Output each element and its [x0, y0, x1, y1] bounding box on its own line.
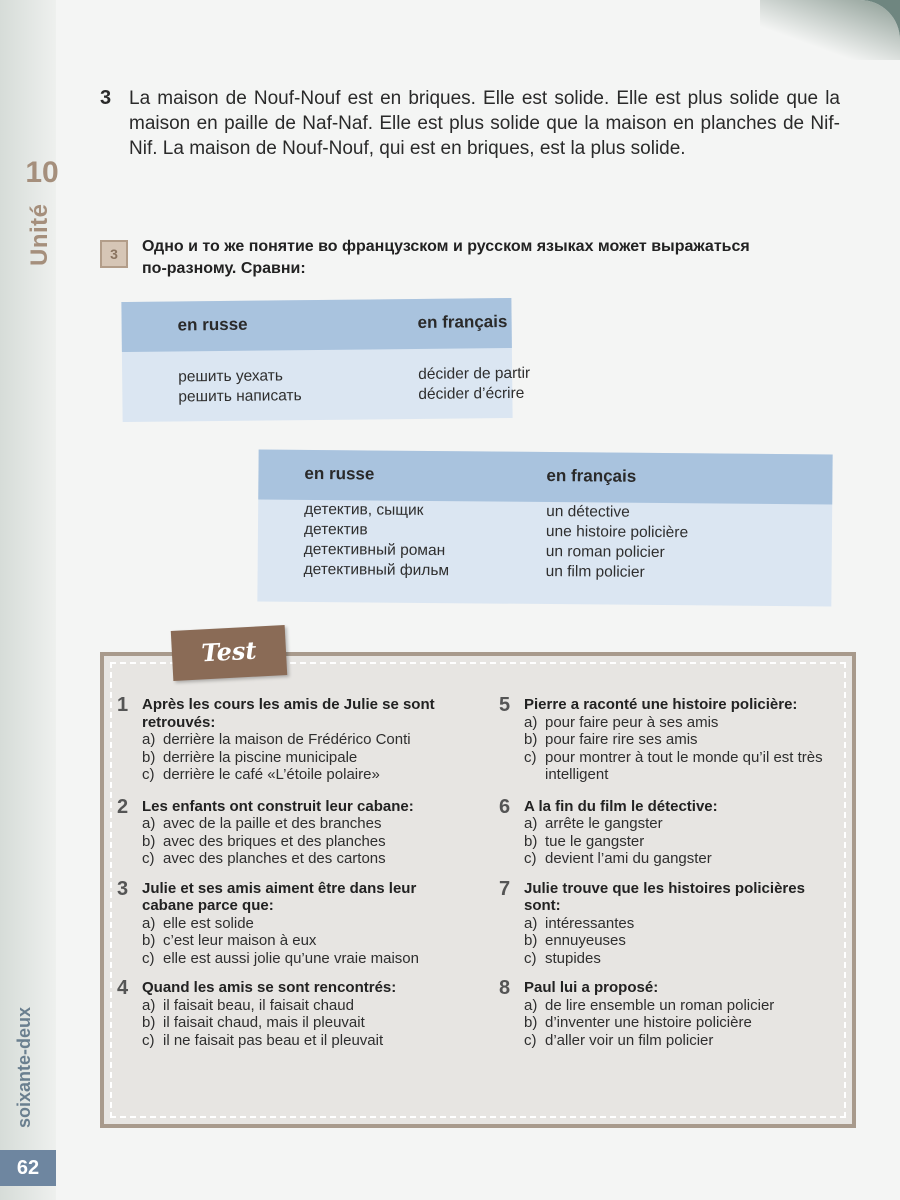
option-letter: b): [142, 1014, 156, 1031]
answer-option: [117, 1032, 457, 1050]
question-number: 6: [499, 795, 511, 818]
test-question: [117, 795, 457, 868]
table-cell-fr: un détective: [546, 503, 630, 521]
answer-option: [499, 932, 839, 950]
option-text: derrière le café «L’étoile polaire»: [163, 766, 380, 783]
question-text: Paul lui a proposé:: [524, 979, 659, 996]
answer-option: [499, 815, 839, 833]
option-text: stupides: [545, 949, 601, 967]
option-letter: a): [142, 815, 156, 832]
answer-option: [117, 950, 457, 968]
option-letter: c): [524, 850, 537, 867]
question-number: 5: [499, 694, 511, 716]
table-cell-ru: детективный фильм: [303, 560, 450, 580]
option-letter: c): [142, 1031, 155, 1049]
option-letter: a): [142, 914, 156, 932]
option-text: avec des briques et des planches: [163, 832, 386, 850]
header-russian: en russe: [177, 314, 248, 335]
option-text: derrière la maison de Frédérico Conti: [163, 731, 411, 748]
answer-option: [499, 731, 839, 749]
option-letter: c): [524, 1031, 537, 1049]
option-letter: b): [142, 832, 156, 850]
option-text: de lire ensemble un roman policier: [545, 996, 775, 1014]
table-cell-fr: décider de partir: [418, 364, 531, 383]
option-letter: a): [142, 731, 156, 748]
option-letter: c): [142, 850, 155, 867]
answer-option: [117, 833, 457, 851]
table-cell-fr: décider d’écrire: [418, 384, 525, 403]
page-number-word: soixante-deux: [14, 1006, 34, 1128]
option-letter: c): [524, 949, 537, 967]
option-text: ennuyeuses: [545, 932, 626, 949]
question-number: 1: [117, 694, 129, 716]
answer-option: [117, 815, 457, 833]
option-text: elle est aussi jolie qu’une vraie maison: [163, 949, 419, 967]
test-question: [117, 877, 457, 968]
exercise-number: 3: [110, 246, 118, 262]
option-letter: b): [142, 748, 156, 766]
test-question: [499, 979, 839, 1049]
vocab-table-1: [121, 298, 531, 422]
test-question: [499, 795, 839, 868]
table-cell-ru: решить уехать: [178, 367, 283, 386]
option-text: elle est solide: [163, 914, 254, 932]
option-text: derrière la piscine municipale: [163, 748, 358, 766]
option-text: c’est leur maison à eux: [163, 932, 317, 949]
answer-option: [499, 714, 839, 732]
answer-option: [499, 997, 839, 1015]
option-letter: b): [524, 1014, 538, 1031]
page-number: 62: [0, 1150, 56, 1186]
test-label: Test: [171, 625, 287, 681]
header-french: en français: [546, 466, 637, 486]
answer-option: [499, 850, 839, 868]
option-letter: c): [524, 748, 537, 766]
option-letter: a): [524, 996, 538, 1014]
answer-option: [117, 915, 457, 933]
test-column-left: [117, 696, 457, 1063]
option-text: d’aller voir un film policier: [545, 1031, 714, 1049]
unit-marker: [18, 150, 62, 270]
option-letter: b): [524, 832, 538, 850]
unit-word: Unité: [26, 203, 53, 266]
option-letter: b): [524, 932, 538, 949]
option-text: il faisait beau, il faisait chaud: [163, 996, 354, 1014]
option-text: avec des planches et des cartons: [163, 850, 386, 867]
unit-number: 10: [25, 156, 59, 189]
answer-option: [117, 997, 457, 1015]
question-text: Julie trouve que les histoires policières sont:: [524, 879, 805, 914]
table-cell-ru: детектив: [303, 520, 368, 539]
option-text: d’inventer une histoire policière: [545, 1014, 752, 1031]
vocab-table-2: [257, 449, 832, 606]
question-text: Quand les amis se sont rencontrés:: [142, 979, 397, 996]
question-number: 2: [117, 795, 129, 818]
answer-option: [499, 1032, 839, 1050]
option-letter: a): [142, 996, 156, 1014]
question-text: Julie et ses amis aiment être dans leur cabane parce que:: [142, 879, 417, 914]
table-cell-ru: детективный роман: [303, 540, 446, 560]
table-cell-fr: un film policier: [545, 563, 645, 581]
answer-option: [499, 1014, 839, 1032]
question-number: 7: [499, 877, 511, 900]
option-text: arrête le gangster: [545, 815, 663, 832]
test-question: [117, 979, 457, 1049]
answer-option: [117, 932, 457, 950]
test-question: [499, 877, 839, 968]
option-letter: b): [524, 731, 538, 748]
option-text: pour faire rire ses amis: [545, 731, 698, 748]
table-cell-ru: решить написать: [178, 387, 302, 406]
option-text: il faisait chaud, mais il pleuvait: [163, 1014, 365, 1031]
test-question: [499, 696, 839, 784]
table-cell-fr: un roman policier: [545, 543, 665, 562]
paragraph-text: La maison de Nouf-Nouf est en briques. Elle est solide. Elle est plus solide que la maison en paille de Naf-Naf. Elle est plus solide que la maison en planches de Nif-Nif. La maison de Nouf-Nouf, qui est en briques, est la plus solide.: [129, 88, 840, 159]
table-cell-ru: детектив, сыщик: [304, 500, 424, 519]
answer-option: [117, 850, 457, 868]
header-russian: en russe: [304, 463, 375, 484]
option-letter: a): [524, 914, 538, 932]
page-corner-shadow: [760, 0, 900, 60]
answer-option: [117, 749, 457, 767]
exercise-instruction: Одно и то же понятие во французском и русском языках может выражаться по-разному. Сравни:: [142, 238, 750, 277]
option-text: devient l’ami du gangster: [545, 850, 712, 867]
option-letter: a): [524, 713, 538, 731]
question-text: Après les cours les amis de Julie se sont retrouvés:: [142, 696, 435, 731]
option-text: intéressantes: [545, 914, 635, 932]
option-text: il ne faisait pas beau et il pleuvait: [163, 1031, 384, 1049]
comparison-paragraph: [100, 86, 840, 161]
answer-option: [499, 749, 839, 784]
option-letter: a): [524, 815, 538, 832]
option-letter: c): [142, 949, 155, 967]
question-text: A la fin du film le détective:: [524, 797, 718, 815]
question-text: Les enfants ont construit leur cabane:: [142, 797, 414, 815]
table-cell-fr: une histoire policière: [545, 523, 689, 542]
question-number: 4: [117, 977, 129, 999]
answer-option: [499, 833, 839, 851]
option-text: tue le gangster: [545, 832, 645, 850]
option-letter: c): [142, 766, 155, 783]
answer-option: [117, 1014, 457, 1032]
option-letter: b): [142, 932, 156, 949]
option-text: avec de la paille et des branches: [163, 815, 382, 832]
answer-option: [499, 915, 839, 933]
header-french: en français: [417, 312, 508, 332]
question-text: Pierre a raconté une histoire policière:: [524, 696, 798, 713]
answer-option: [117, 731, 457, 749]
test-question: [117, 696, 457, 784]
answer-option: [117, 766, 457, 784]
paragraph-number: 3: [100, 87, 112, 109]
question-number: 3: [117, 877, 129, 900]
option-text: pour montrer à tout le monde qu’il est très intelligent: [545, 748, 823, 783]
option-text: pour faire peur à ses amis: [545, 713, 719, 731]
exercise-number-badge: [100, 240, 128, 268]
test-column-right: [499, 696, 839, 1063]
answer-option: [499, 950, 839, 968]
question-number: 8: [499, 977, 511, 999]
